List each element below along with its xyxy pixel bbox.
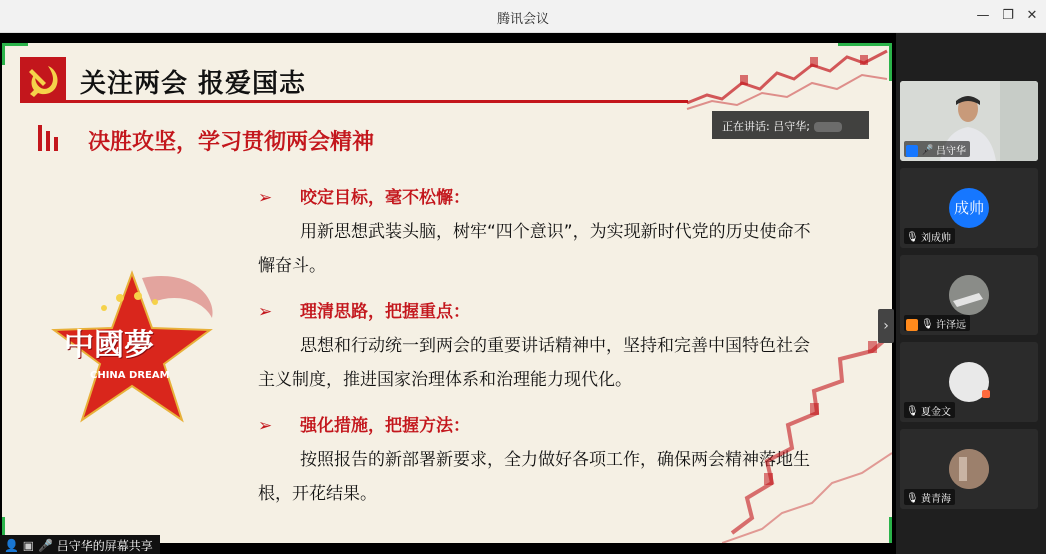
participant-tile[interactable] <box>900 255 1038 335</box>
mic-off-icon: 🎙 <box>906 232 919 243</box>
china-dream-text: 中國夢 <box>64 328 154 363</box>
screen-share-icon: ▣ <box>22 538 35 553</box>
title-bar <box>0 0 1046 33</box>
participant-tile[interactable] <box>900 168 1038 248</box>
arrow-bullet-icon: ➢ <box>258 188 273 208</box>
participant-panel <box>896 33 1046 554</box>
participant-tile[interactable] <box>900 429 1038 509</box>
avatar: 成帅 <box>949 188 989 228</box>
china-dream-logo <box>42 258 222 448</box>
participant-name: 🎙 夏金文 <box>904 402 955 418</box>
close-icon[interactable]: ✕ <box>1026 8 1038 23</box>
minimize-icon[interactable]: — <box>976 8 990 23</box>
section-heading: ➢ 强化措施，把握方法： <box>258 409 818 443</box>
great-wall-top-illustration <box>682 43 892 113</box>
participant-name: 🎙 黄青海 <box>904 489 955 505</box>
participant-name: 🎙 许泽远 <box>904 315 970 331</box>
section-heading: ➢ 咬定目标，毫不松懈： <box>258 181 818 215</box>
china-dream-subtext: CHINA DREAM <box>90 370 170 381</box>
user-icon: 👤 <box>4 538 19 553</box>
party-emblem-icon <box>20 57 66 103</box>
arrow-bullet-icon: ➢ <box>258 416 273 436</box>
chevron-right-icon[interactable]: › <box>878 309 894 343</box>
slide-main-title: 关注两会 报爱国志 <box>80 69 307 99</box>
speaking-indicator <box>712 111 869 139</box>
user-icon <box>906 145 918 157</box>
section-heading: ➢ 理清思路，把握重点： <box>258 295 818 329</box>
mic-icon: 🎤 <box>921 145 934 156</box>
mic-off-icon: 🎙 <box>906 493 919 504</box>
section-body: 按照报告的新部署新要求，全力做好各项工作，确保两会精神落地生根，开花结果。 <box>258 450 810 504</box>
mic-icon: 🎤 <box>37 538 53 553</box>
great-wall-bottom-illustration <box>722 333 892 543</box>
mic-off-icon: 🎙 <box>921 319 934 330</box>
blurred-name <box>814 122 842 132</box>
window-title: 腾讯会议 <box>496 12 549 27</box>
restore-icon[interactable]: ❐ <box>1002 8 1014 23</box>
participant-tile[interactable] <box>900 342 1038 422</box>
participant-name: 🎙 刘成帅 <box>904 228 955 244</box>
participant-tile[interactable] <box>900 81 1038 161</box>
user-icon <box>906 319 918 331</box>
avatar <box>949 449 989 489</box>
section-body: 思想和行动统一到两会的重要讲话精神中，坚持和完善中国特色社会主义制度，推进国家治理体系和治理能力现代化。 <box>258 336 810 390</box>
speaking-label: 正在讲话: 吕守华; <box>722 120 810 133</box>
slide-banner <box>20 57 688 103</box>
shared-screen <box>0 33 896 554</box>
slide-subtitle: 决胜攻坚，学习贯彻两会精神 <box>88 130 375 155</box>
mic-off-icon: 🎙 <box>906 406 919 417</box>
avatar <box>949 275 989 315</box>
screen-share-label: 👤 ▣ 🎤 吕守华的屏幕共享 <box>0 535 160 554</box>
status-badge <box>982 390 990 398</box>
arrow-bullet-icon: ➢ <box>258 302 273 322</box>
section-body: 用新思想武装头脑，树牢“四个意识”，为实现新时代党的历史使命不懈奋斗。 <box>258 222 811 276</box>
participant-name: 🎤 吕守华 <box>904 141 970 157</box>
